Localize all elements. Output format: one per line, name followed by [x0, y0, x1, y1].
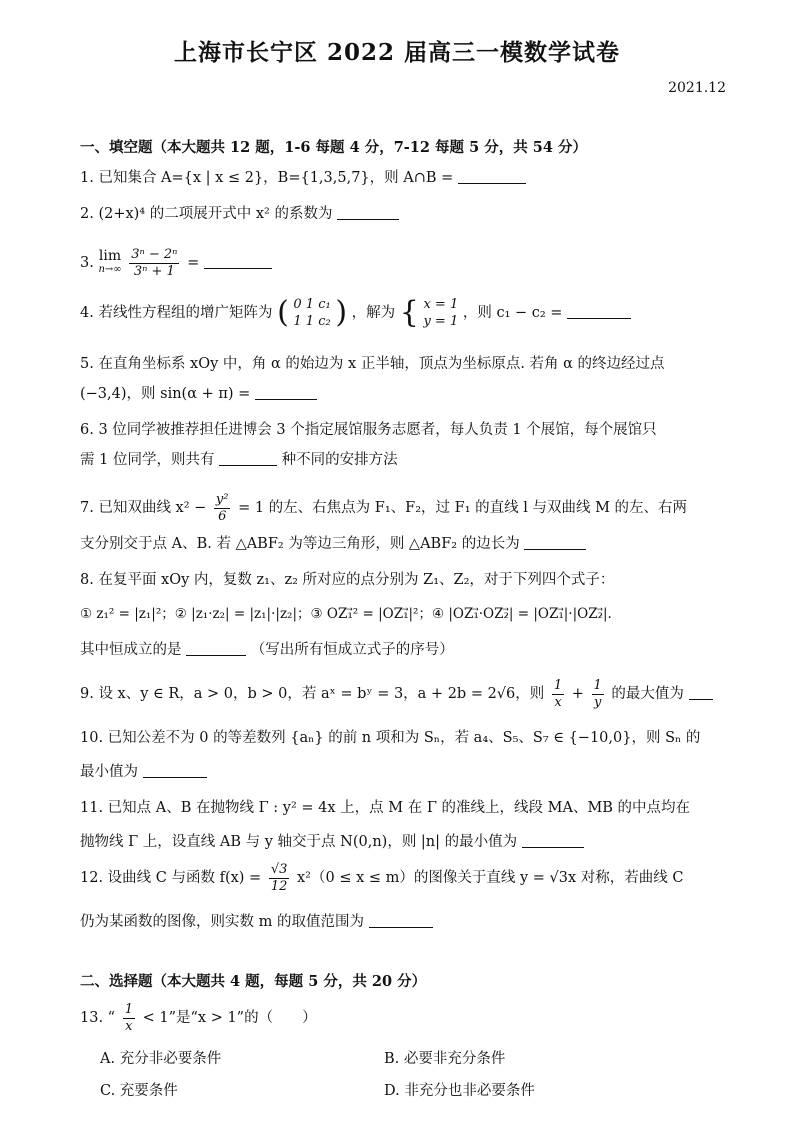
- question-11-line-2: 抛物线 Γ 上，设直线 AB 与 y 轴交于点 N(0,n)，则 |n| 的最小值为: [80, 832, 584, 852]
- question-11-line-1: 11. 已知点 A、B 在抛物线 Γ : y² = 4x 上，点 M 在 Γ 的准线上，线段 MA、MB 的中点均在: [80, 800, 691, 816]
- question-6-line-2: 需 1 位同学，则共有 种不同的安排方法: [80, 452, 398, 468]
- answer-blank: [567, 304, 631, 319]
- question-7-line-1: 7. 已知双曲线 x² − $\frac{\text{y²}}{6}$ = 1 的左、右焦点为 F₁、F₂，过 F₁ 的直线 l 与双曲线 M 的左、右两: [80, 491, 688, 524]
- question-12-line-1: 12. 设曲线 C 与函数 f(x) = $\frac{√3}{12}$ x²（0 ≤ x ≤ m）的图像关于直线 y = √3x 对称，若曲线 C: [80, 861, 684, 894]
- question-13: 13. “ $\frac{1}{x}$ < 1”是“x > 1”的（ ）: [80, 1001, 317, 1034]
- answer-blank: [689, 685, 713, 700]
- option-c: C. 充要条件: [100, 1083, 178, 1099]
- option-a: A. 充分非必要条件: [100, 1051, 222, 1067]
- answer-blank: [337, 205, 399, 220]
- answer-blank: [522, 833, 584, 848]
- page-title: 上海市长宁区 2022 届高三一模数学试卷: [173, 39, 621, 66]
- limit-fraction: $\frac{\text{3ⁿ − 2ⁿ}}{\text{3ⁿ + 1}}$: [131, 246, 178, 279]
- answer-blank: [204, 254, 272, 269]
- augmented-matrix: 0 1 c₁ 1 1 c₂: [293, 297, 331, 329]
- answer-blank: [186, 641, 246, 656]
- question-2: 2. (2+x)⁴ 的二项展开式中 x² 的系数为: [80, 204, 399, 224]
- question-6-line-1: 6. 3 位同学被推荐担任进博会 3 个指定展馆服务志愿者，每人负责 1 个展馆，每个展馆只: [80, 422, 657, 438]
- question-12-line-2: 仍为某函数的图像，则实数 m 的取值范围为: [80, 912, 433, 932]
- option-d: D. 非充分也非必要条件: [384, 1083, 535, 1099]
- question-8-line-3: 其中恒成立的是 （写出所有恒成立式子的序号）: [80, 642, 454, 658]
- question-1: 1. 已知集合 A={x | x ≤ 2}，B={1,3,5,7}，则 A∩B =: [80, 168, 526, 188]
- question-5-line-2: (−3,4)，则 sin(α + π) =: [80, 384, 317, 404]
- answer-blank: [458, 169, 526, 184]
- section-fill-in-heading: 一、填空题（本大题共 12 题，1-6 每题 4 分，7-12 每题 5 分，共 54 分）: [80, 139, 587, 156]
- question-7-line-2: 支分别交于点 A、B. 若 △ABF₂ 为等边三角形，则 △ABF₂ 的边长为: [80, 534, 586, 554]
- question-10-line-2: 最小值为: [80, 762, 207, 782]
- solution-system: x = 1 y = 1: [423, 297, 459, 329]
- answer-blank: [255, 385, 317, 400]
- question-5-line-1: 5. 在直角坐标系 xOy 中，角 α 的始边为 x 正半轴，顶点为坐标原点. 若角 α 的终边经过点: [80, 356, 665, 372]
- option-b: B. 必要非充分条件: [384, 1051, 506, 1067]
- question-10-line-1: 10. 已知公差不为 0 的等差数列 {aₙ} 的前 n 项和为 Sₙ，若 a₄、S₅、S₇ ∈ {−10,0}，则 Sₙ 的: [80, 730, 701, 746]
- question-3: 3. lim n→∞ $\frac{\text{3ⁿ − 2ⁿ}}{\text{3ⁿ + 1}}$ =: [80, 245, 272, 281]
- limit-operator: lim n→∞: [98, 248, 122, 275]
- answer-blank: [524, 535, 586, 550]
- answer-blank: [369, 913, 433, 928]
- question-9: 9. 设 x、y ∈ R，a > 0，b > 0，若 aˣ = bʸ = 3，a + 2b = 2√6，则 $\frac{1}{x}$ + $\frac{1}{y}$ 的最大值为: [80, 676, 713, 712]
- question-4: 4. 若线性方程组的增广矩阵为 ( 0 1 c₁ 1 1 c₂ ) ，解为 { x = 1 y = 1 ，则 c₁ − c₂ =: [80, 292, 631, 334]
- answer-blank: [143, 763, 207, 778]
- question-8-line-1: 8. 在复平面 xOy 内，复数 z₁、z₂ 所对应的点分别为 Z₁、Z₂，对于下列四个式子：: [80, 572, 615, 588]
- hyperbola-fraction: $\frac{\text{y²}}{6}$: [215, 491, 229, 524]
- question-8-line-2: ① z₁² = |z₁|²；② |z₁·z₂| = |z₁|·|z₂|；③ OZ₁⃗² = |OZ₁⃗|²；④ |OZ₁⃗·OZ₂⃗| = |OZ₁⃗|·|OZ₂⃗|.: [80, 606, 612, 622]
- section-choice-heading: 二、选择题（本大题共 4 题，每题 5 分，共 20 分）: [80, 973, 427, 990]
- answer-blank: [219, 451, 277, 466]
- exam-date: 2021.12: [668, 80, 726, 96]
